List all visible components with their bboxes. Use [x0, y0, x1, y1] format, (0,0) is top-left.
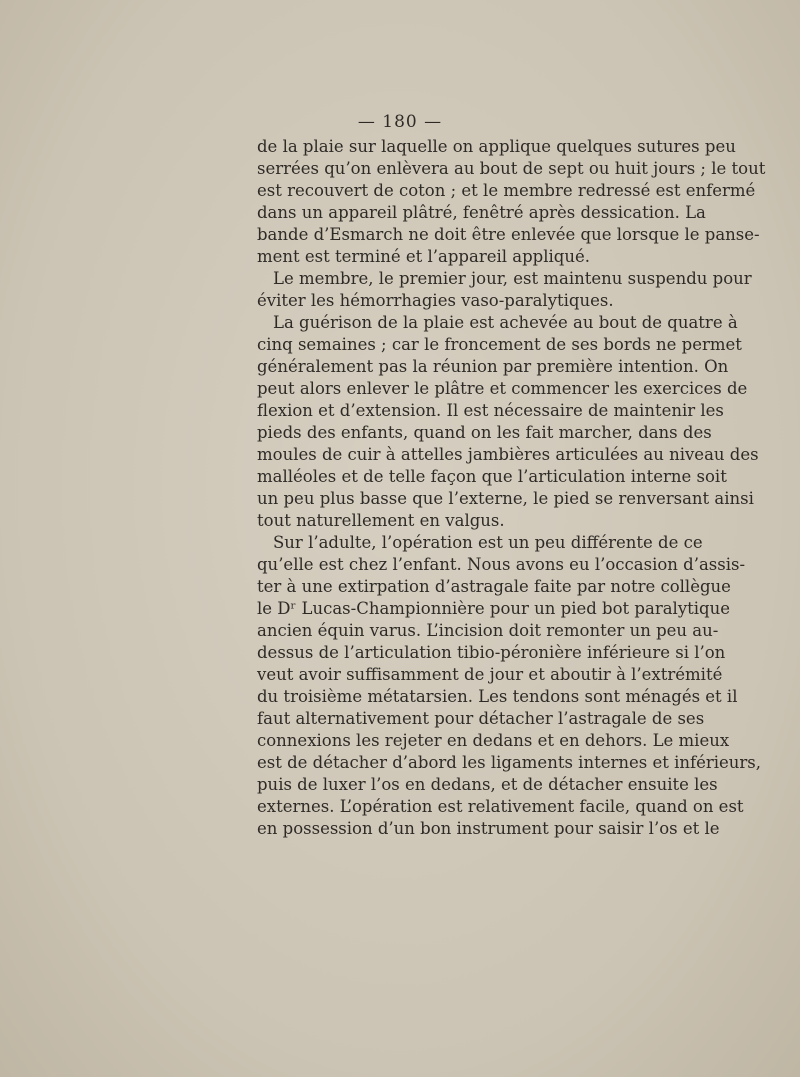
text-line: La guérison de la plaie est achevée au bout de quatre à: [273, 313, 738, 332]
text-line: dessus de l’articulation tibio-péronière inférieure si l’on: [257, 643, 726, 662]
text-line: le Dʳ Lucas-Championnière pour un pied bot paralytique: [257, 599, 731, 618]
text-line: ment est terminé et l’appareil appliqué.: [257, 247, 590, 266]
page-number: — 180 —: [357, 112, 443, 132]
text-line: en possession d’un bon instrument pour saisir l’os et le: [257, 819, 720, 838]
text-line: éviter les hémorrhagies vaso-paralytiques.: [257, 291, 614, 310]
text-line: est recouvert de coton ; et le membre redressé est enfermé: [257, 181, 756, 200]
text-line: puis de luxer l’os en dedans, et de détacher ensuite les: [257, 775, 718, 794]
text-line: faut alternativement pour détacher l’astragale de ses: [257, 709, 705, 728]
text-line: moules de cuir à attelles jambières articulées au niveau des: [257, 445, 759, 464]
text-line: du troisième métatarsien. Les tendons sont ménagés et il: [257, 687, 738, 706]
text-line: flexion et d’extension. Il est nécessaire de maintenir les: [257, 401, 724, 420]
text-line: externes. L’opération est relativement facile, quand on est: [257, 797, 744, 816]
text-line: veut avoir suffisamment de jour et aboutir à l’extrémité: [257, 665, 723, 684]
text-line: qu’elle est chez l’enfant. Nous avons eu l’occasion d’assis-: [257, 555, 746, 574]
text-line: de la plaie sur laquelle on applique quelques sutures peu: [257, 137, 736, 156]
text-line: est de détacher d’abord les ligaments internes et inférieurs,: [257, 753, 762, 772]
body-text: [257, 136, 766, 840]
text-line: tout naturellement en valgus.: [257, 511, 505, 530]
text-line: ter à une extirpation d’astragale faite par notre collègue: [257, 577, 731, 596]
text-line: Sur l’adulte, l’opération est un peu différente de ce: [273, 533, 703, 552]
text-line: connexions les rejeter en dedans et en dehors. Le mieux: [257, 731, 730, 750]
text-line: malléoles et de telle façon que l’articulation interne soit: [257, 467, 727, 486]
text-line: bande d’Esmarch ne doit être enlevée que lorsque le panse-: [257, 225, 760, 244]
text-line: généralement pas la réunion par première intention. On: [257, 357, 729, 376]
text-line: cinq semaines ; car le froncement de ses bords ne permet: [257, 335, 742, 354]
text-line: dans un appareil plâtré, fenêtré après dessication. La: [257, 203, 706, 222]
text-line: serrées qu’on enlèvera au bout de sept ou huit jours ; le tout: [257, 159, 766, 178]
text-line: ancien équin varus. L’incision doit remonter un peu au-: [257, 621, 719, 640]
text-line: Le membre, le premier jour, est maintenu suspendu pour: [273, 269, 752, 288]
text-line: pieds des enfants, quand on les fait marcher, dans des: [257, 423, 712, 442]
text-line: un peu plus basse que l’externe, le pied se renversant ainsi: [257, 489, 754, 508]
text-line: peut alors enlever le plâtre et commencer les exercices de: [257, 379, 748, 398]
